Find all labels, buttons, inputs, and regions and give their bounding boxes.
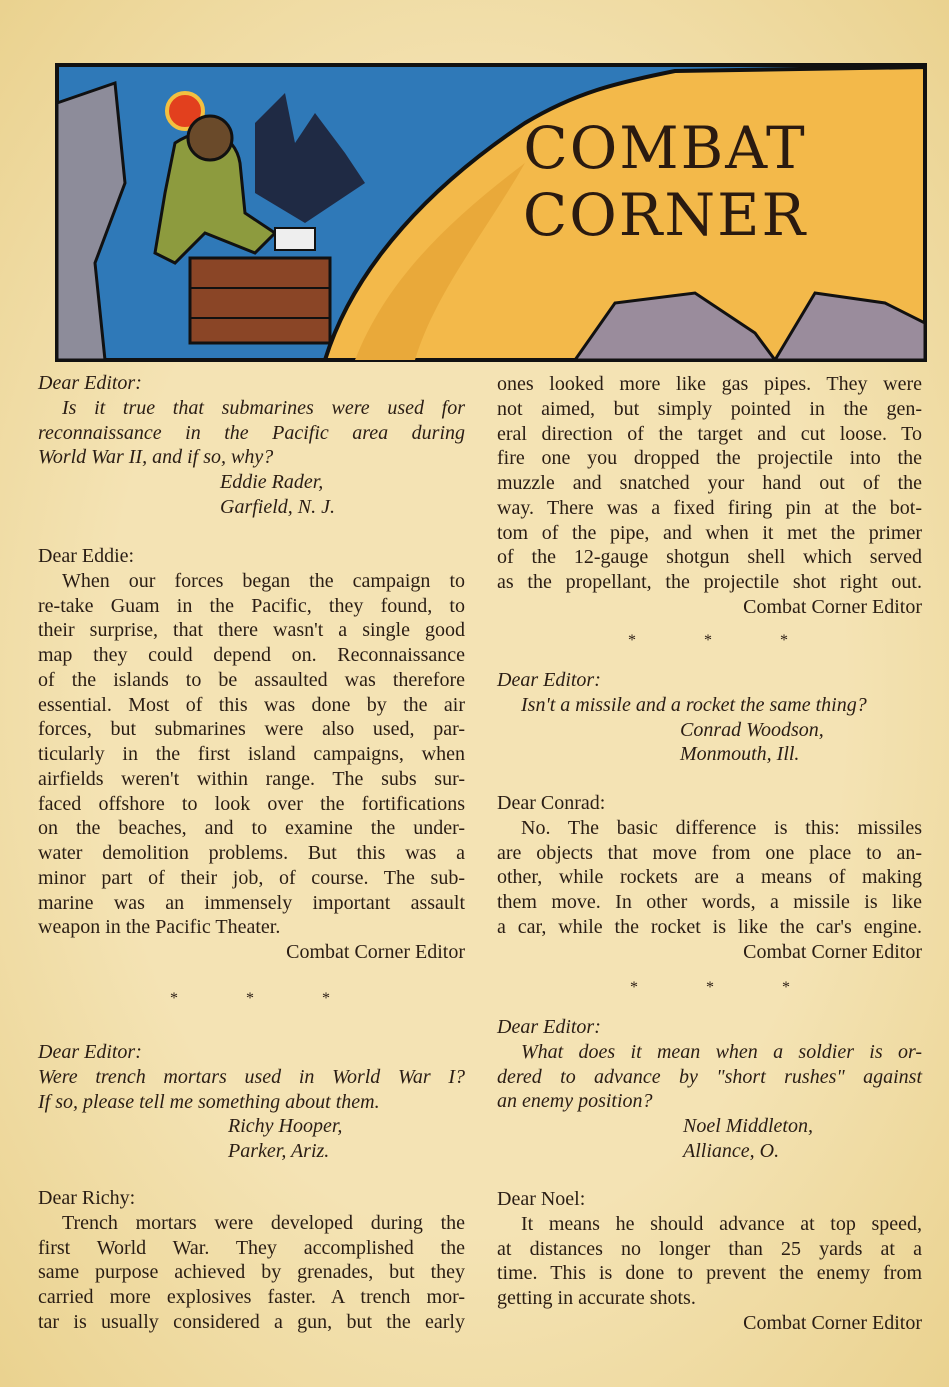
section-divider xyxy=(628,632,788,650)
star-icon: * xyxy=(630,979,638,996)
question-line: Were trench mortars used in World War I? xyxy=(38,1065,465,1088)
reply-richy xyxy=(38,1186,465,1335)
signer-name: Richy Hooper, xyxy=(228,1115,343,1138)
reply-line: water demolition problems. But this was a xyxy=(38,842,465,864)
reply-line: same purpose achieved by grenades, but they xyxy=(38,1261,465,1284)
reply-line: tar is usually considered a gun, but the early xyxy=(38,1310,465,1333)
reply-line: them move. In other words, a missile is like xyxy=(497,891,922,913)
signer-name: Eddie Rader, xyxy=(220,471,324,493)
signer-place: Parker, Ariz. xyxy=(228,1140,330,1162)
letter-conrad xyxy=(497,668,922,767)
question-line: dered to advance by "short rushes" against xyxy=(497,1065,922,1088)
reply-line: airfields weren't within range. The subs sur- xyxy=(38,767,465,790)
reply-line: muzzle and snatched your hand out of the xyxy=(497,472,922,494)
reply-conrad xyxy=(497,791,922,964)
section-divider xyxy=(170,990,330,1008)
reply-line: as the propellant, the projectile shot right out. xyxy=(497,571,922,593)
letter-eddie xyxy=(38,371,465,520)
reply-line: essential. Most of this was done by the air xyxy=(38,693,465,716)
signer-name: Noel Middleton, xyxy=(683,1115,813,1137)
question-line: an enemy position? xyxy=(497,1090,653,1113)
reply-line: minor part of their job, of course. The sub- xyxy=(38,866,465,889)
star-icon: * xyxy=(706,979,714,996)
star-icon: * xyxy=(628,632,636,649)
reply-line: on the beaches, and to examine the under- xyxy=(38,817,465,840)
reply-line: first World War. They accomplished the xyxy=(38,1236,465,1259)
reply-line: their surprise, that there wasn't a single good xyxy=(38,619,465,642)
reply-line: ticularly in the first island campaigns, when xyxy=(38,743,465,765)
star-icon: * xyxy=(782,979,790,996)
reply-line: are objects that move from one place to an- xyxy=(497,841,922,864)
reply-line: of the islands to be assaulted was therefore xyxy=(38,668,465,691)
reply-line: Trench mortars were developed during the xyxy=(62,1211,465,1234)
signer-place: Garfield, N. J. xyxy=(220,495,335,518)
star-icon: * xyxy=(704,632,712,649)
reply-line: marine was an immensely important assault xyxy=(38,891,465,914)
reply-line: forces, but submarines were also used, par- xyxy=(38,718,465,741)
editor-signature: Combat Corner Editor xyxy=(743,595,922,618)
reply-line: It means he should advance at top speed, xyxy=(521,1212,922,1235)
reply-noel xyxy=(497,1187,922,1336)
reply-line: When our forces began the campaign to xyxy=(62,569,465,592)
reply-line: weapon in the Pacific Theater. xyxy=(38,916,281,939)
reply-line: re-take Guam in the Pacific, they found, to xyxy=(38,594,465,617)
reply-line: time. This is done to prevent the enemy from xyxy=(497,1262,922,1285)
reply-line: getting in accurate shots. xyxy=(497,1287,696,1309)
signer-name: Conrad Woodson, xyxy=(680,718,824,741)
signer-place: Alliance, O. xyxy=(683,1139,780,1162)
salutation: Dear Richy: xyxy=(38,1187,136,1209)
salutation: Dear Editor: xyxy=(38,1041,142,1063)
question-line: World War II, and if so, why? xyxy=(38,446,274,469)
star-icon: * xyxy=(780,632,788,649)
reply-eddie xyxy=(38,544,465,965)
title-line1: COMBAT xyxy=(523,114,807,182)
reply-line: carried more explosives faster. A trench mor- xyxy=(38,1286,465,1308)
editor-signature: Combat Corner Editor xyxy=(743,1311,922,1334)
crate xyxy=(190,258,330,343)
question-line: Isn't a missile and a rocket the same thing? xyxy=(521,693,867,716)
reply-line: at distances no longer than 25 yards at a xyxy=(497,1237,922,1260)
letter-richy xyxy=(38,1040,465,1164)
reply-line: of the 12-gauge shotgun shell which served xyxy=(497,546,922,569)
star-icon: * xyxy=(246,990,254,1007)
salutation: Dear Noel: xyxy=(497,1188,586,1210)
header-illustration xyxy=(55,63,927,362)
salutation: Dear Editor: xyxy=(497,1016,601,1038)
editor-signature: Combat Corner Editor xyxy=(743,940,922,963)
reply-line: eral direction of the target and cut loose. To xyxy=(497,422,922,445)
title-line2: CORNER xyxy=(522,181,808,249)
signer-place: Monmouth, Ill. xyxy=(680,743,800,766)
question-line: reconnaissance in the Pacific area during xyxy=(38,421,465,444)
star-icon: * xyxy=(322,990,330,1007)
question-line: Is it true that submarines were used for xyxy=(62,396,465,419)
question-line: What does it mean when a soldier is or- xyxy=(521,1040,922,1063)
salutation: Dear Editor: xyxy=(497,669,601,691)
reply-line: No. The basic difference is this: missiles xyxy=(521,816,922,839)
reply-line: map they could depend on. Reconnaissance xyxy=(38,644,465,666)
reply-line: way. There was a fixed firing pin at the bot- xyxy=(497,496,922,519)
reply-line: not aimed, but simply pointed in the gen- xyxy=(497,397,922,420)
reply-richy-continued xyxy=(497,372,922,620)
section-divider xyxy=(630,979,790,997)
reply-line: faced offshore to look over the fortifications xyxy=(38,792,465,815)
reply-line: other, while rockets are a means of making xyxy=(497,866,922,889)
salutation: Dear Editor: xyxy=(38,372,142,394)
editor-signature: Combat Corner Editor xyxy=(286,941,465,963)
reply-line: a car, while the rocket is like the car's engine. xyxy=(497,915,922,938)
letter-noel xyxy=(497,1015,922,1164)
salutation: Dear Eddie: xyxy=(38,545,135,567)
star-icon: * xyxy=(170,990,178,1007)
reply-line: ones looked more like gas pipes. They were xyxy=(497,373,922,395)
reply-line: tom of the pipe, and when it met the primer xyxy=(497,521,922,544)
reply-line: fire one you dropped the projectile into the xyxy=(497,447,922,470)
salutation: Dear Conrad: xyxy=(497,792,606,814)
question-line: If so, please tell me something about them. xyxy=(38,1090,380,1113)
